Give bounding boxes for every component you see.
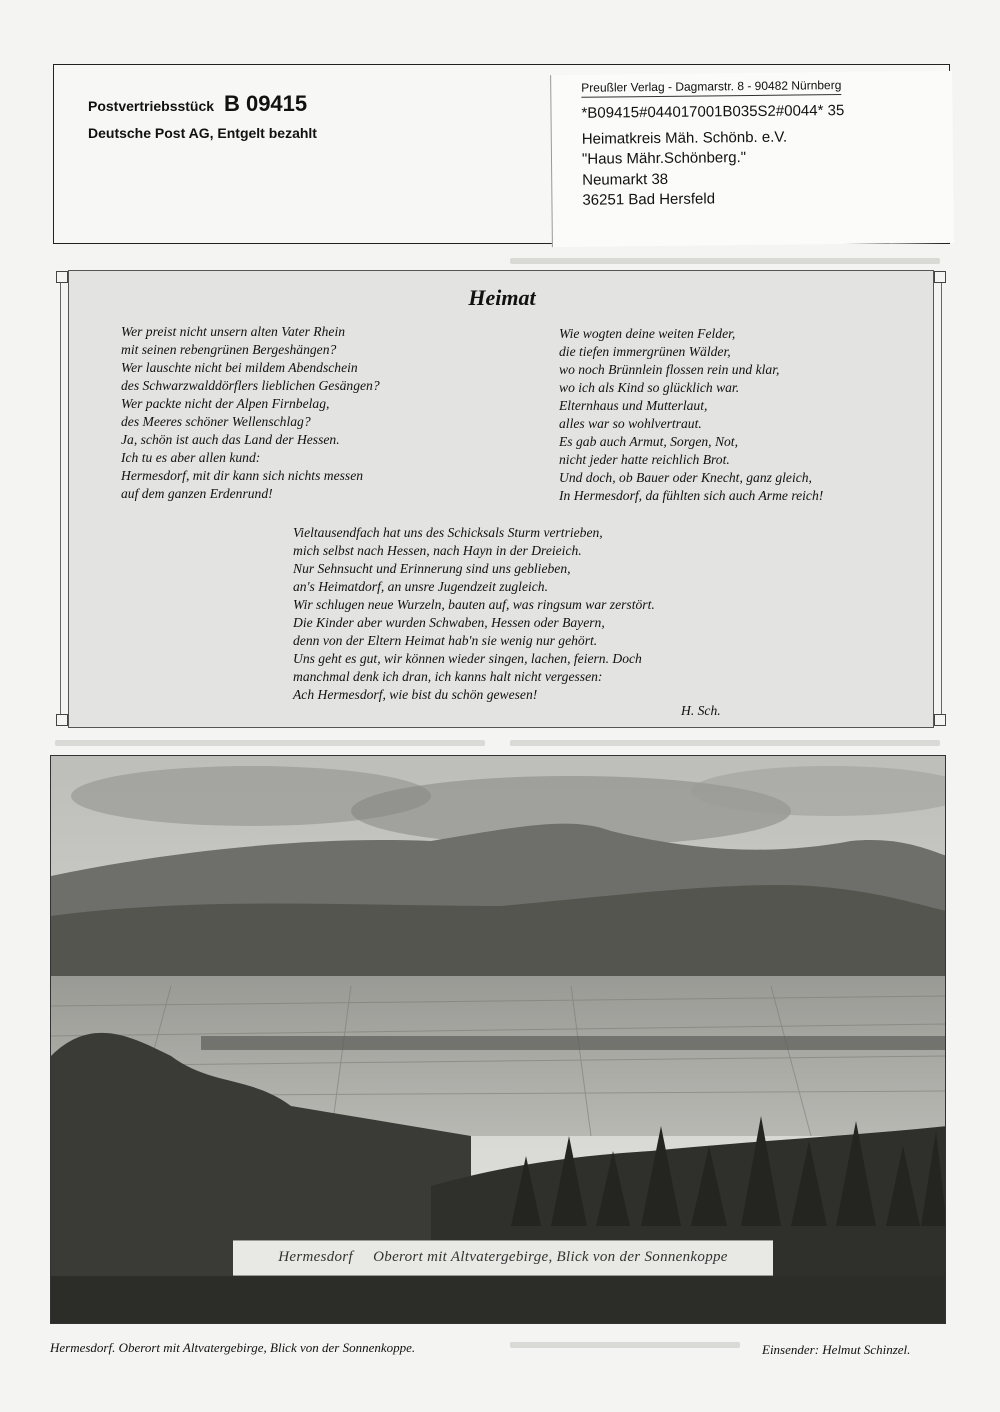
poem-line: wo ich als Kind so glücklich war. [559, 380, 740, 395]
poem-line: mit seinen rebengrünen Bergeshängen? [121, 342, 337, 357]
poem-line: Wer lauschte nicht bei mildem Abendschein [121, 360, 358, 375]
stanza-center [293, 524, 655, 704]
poem-line: Hermesdorf, mit dir kann sich nichts messen [121, 468, 364, 483]
poem-line: Wer preist nicht unsern alten Vater Rhein [121, 324, 346, 339]
poem-line: Wie wogten deine weiten Felder, [559, 326, 736, 341]
photo-caption: Hermesdorf. Oberort mit Altvatergebirge, Blick von der Sonnenkoppe. [50, 1340, 416, 1355]
poem-line: Elternhaus und Mutterlaut, [559, 398, 708, 413]
sender-credit: Einsender: Helmut Schinzel. [762, 1342, 911, 1357]
label-line-1: Heimatkreis Mäh. Schönb. e.V. [581, 128, 788, 148]
poem-line: Wir schlugen neue Wurzeln, bauten auf, was ringsum war zerstört. [293, 597, 655, 612]
inset-caption: Hermesdorf Oberort mit Altvatergebirge, Blick von der Sonnenkoppe [278, 1249, 728, 1265]
stanza-left [121, 323, 380, 503]
poem-line: Es gab auch Armut, Sorgen, Not, [559, 434, 738, 449]
poem-title: Heimat [468, 285, 536, 310]
landscape-photo [50, 755, 946, 1324]
label-line-4: 36251 Bad Hersfeld [582, 190, 716, 209]
poem-line: Und doch, ob Bauer oder Knecht, ganz gleich, [559, 470, 812, 485]
frame-corner-ornament [56, 271, 68, 283]
poem-line: wo noch Brünnlein flossen rein und klar, [559, 362, 780, 377]
poem-line: Ich tu es aber allen kund: [121, 450, 261, 465]
poem-line: denn von der Eltern Heimat hab'n sie wenig nur gehört. [293, 633, 598, 648]
poem-line: nicht jeder hatte reichlich Brot. [559, 452, 730, 467]
label-line-3: Neumarkt 38 [582, 170, 669, 189]
postvertrieb [88, 91, 307, 117]
poem-line: die tiefen immergrünen Wälder, [559, 344, 731, 359]
poem-box [68, 270, 934, 728]
poem-line: Wer packte nicht der Alpen Firnbelag, [121, 396, 330, 411]
poem-line: des Meeres schöner Wellenschlag? [121, 414, 311, 429]
inset-caption-band [233, 1240, 773, 1276]
poem-line: Vieltausendfach hat uns des Schicksals Sturm vertrieben, [293, 525, 603, 540]
poem-line: auf dem ganzen Erdenrund! [121, 486, 273, 501]
poem-line: Nur Sehnsucht und Erinnerung sind uns geblieben, [293, 561, 571, 576]
deutsche-post-line: Deutsche Post AG, Entgelt bezahlt [88, 125, 317, 141]
stanza-right [559, 325, 823, 505]
poem-line: Ach Hermesdorf, wie bist du schön gewesen! [293, 687, 538, 702]
postvertrieb-number: B 09415 [223, 91, 308, 116]
postvertrieb-label: Postvertriebsstück [88, 98, 215, 114]
frame-corner-ornament [934, 271, 946, 283]
poem-line: mich selbst nach Hessen, nach Hayn in der Dreieich. [293, 543, 582, 558]
poem-line: alles war so wohlvertraut. [559, 416, 702, 431]
poem-author: H. Sch. [681, 703, 721, 718]
poem-line: an's Heimatdorf, an unsre Jugendzeit zugleich. [293, 579, 548, 594]
mailing-box [53, 64, 950, 244]
label-sender: Preußler Verlag - Dagmarstr. 8 - 90482 Nürnberg [581, 78, 841, 98]
poem-line: In Hermesdorf, da fühlten sich auch Arme reich! [559, 488, 824, 503]
poem-line: des Schwarzwalddörflers lieblichen Gesängen? [121, 378, 380, 393]
label-line-2: "Haus Mähr.Schönberg." [581, 149, 747, 168]
label-code: *B09415#044017001B035S2#0044* 35 [581, 102, 845, 122]
poem-line: Uns geht es gut, wir können wieder singen, lachen, feiern. Doch [293, 651, 642, 666]
frame-corner-ornament [934, 714, 946, 726]
poem-line: Ja, schön ist auch das Land der Hessen. [121, 432, 340, 447]
frame-corner-ornament [56, 714, 68, 726]
poem-line: manchmal denk ich dran, ich kanns halt nicht vergessen: [293, 669, 603, 684]
address-label [550, 71, 954, 247]
poem-line: Die Kinder aber wurden Schwaben, Hessen oder Bayern, [293, 615, 605, 630]
landscape-illustration [51, 756, 946, 1324]
